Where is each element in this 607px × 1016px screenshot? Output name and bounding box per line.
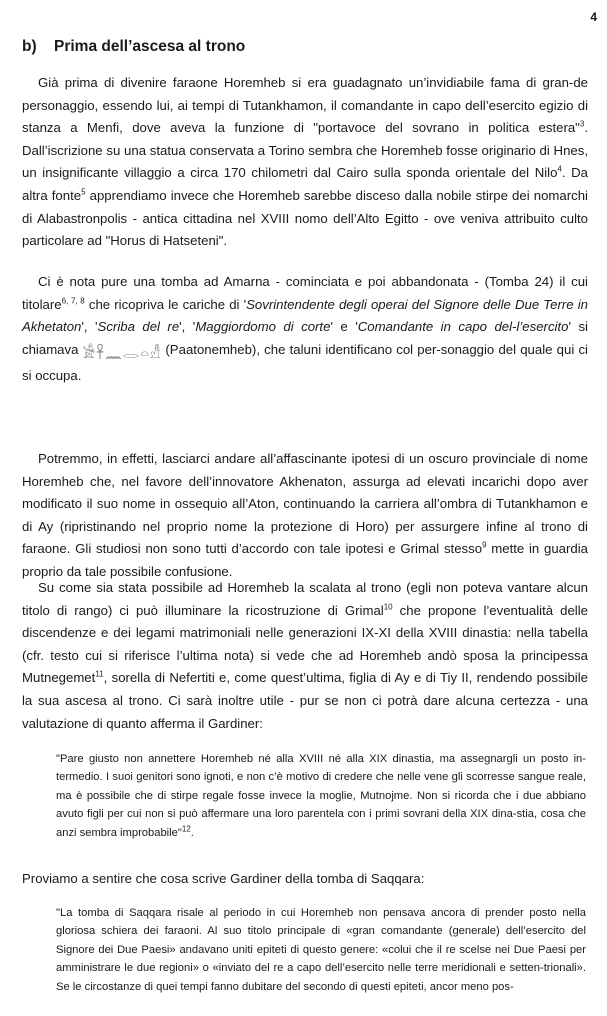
section-letter: b) bbox=[22, 38, 37, 55]
paragraph-3 bbox=[22, 448, 588, 584]
section-heading bbox=[22, 38, 245, 56]
text-run: , sorella di Nefertiti e, come quest’ultima, figlia di Ay e di Tiy II, rendendo possibile la sua ascesa al trono. Ci sarà inoltre utile - pur se non ci potrà dare alcuna certezza - una valutazione di quanto afferma il Gardiner: bbox=[22, 670, 588, 731]
footnote-ref: 3 bbox=[579, 119, 585, 129]
text-run: . Da altra fonte bbox=[22, 165, 589, 203]
footnote-ref: 10 bbox=[383, 602, 393, 612]
text-run: . Dall’iscrizione su una statua conservata a Torino sembra che Horemheb fosse originario di Hnes, un insignificante villaggio a circa 170 chilometri dal Cairo sulla sponda orientale del Nilo bbox=[22, 120, 588, 181]
text-run: Proviamo a sentire che cosa scrive Gardiner della tomba di Saqqara: bbox=[22, 871, 425, 886]
footnote-ref: 6, 7, 8 bbox=[61, 296, 85, 306]
text-run: che ricopriva le cariche di ' bbox=[84, 296, 247, 312]
text-run: ', ' bbox=[81, 319, 98, 335]
text-run: ' si chiamava bbox=[22, 319, 588, 357]
italic-title: Sovrintendente degli operai del Signore delle Due Terre in Akhetaton bbox=[22, 296, 588, 335]
text-run: che propone l’eventualità delle discendenze e dei legami matrimoniali nelle generazioni IX-XI della XVIII dinastia: nella tabella (cfr. testo cui si riferisce l’ultima nota) si vede che ad Horemheb andò sposa la principessa Mutnegemet bbox=[22, 602, 588, 686]
gardiner-quote-1 bbox=[56, 750, 586, 842]
footnote-ref: 5 bbox=[81, 187, 86, 197]
paragraph-5 bbox=[22, 868, 588, 891]
text-run: ', ' bbox=[179, 319, 196, 335]
page-number: 4 bbox=[590, 10, 597, 24]
paragraph-4 bbox=[22, 577, 588, 735]
text-run: Potremmo, in effetti, lasciarci andare all’affascinante ipotesi di un oscuro provinciale di nome Horemheb che, nel favore dell’innovatore Akhenaton, assurga ad elevati incarichi dopo aver modificato il suo nome in ossequio all’Aton, continuando la carriera all’ombra di Tutankhamon e di Ay (ripristinando nel proprio nome la protezione di Horo) per assurgere infine al trono di faraone. Gli studiosi non sono tutti d’accordo con tale ipotesi e Grimal stesso bbox=[22, 451, 588, 557]
text-run: apprendiamo invece che Horemheb sarebbe disceso dalla nobile stirpe dei nomarchi di Alabastronpolis - antica cittadina nel XVIII nomo dell’Alto Egitto - ove veniva attribuito culto particolare ad "Horus di Hatseteni". bbox=[22, 187, 588, 249]
text-run: Ci è nota pure una tomba ad Amarna - cominciata e poi abbandonata - (Tomba 24) il cui titolare bbox=[22, 274, 588, 312]
text-run: (Paatonemheb), che taluni identificano col per-sonaggio del quale qui ci si occupa. bbox=[22, 341, 588, 384]
text-run: . bbox=[190, 826, 194, 839]
paragraph-1 bbox=[22, 72, 588, 253]
text-run: ' e ' bbox=[330, 319, 358, 335]
italic-title: Comandante in capo del-l’esercito bbox=[357, 319, 569, 335]
text-run: Già prima di divenire faraone Horemheb si era guadagnato un’invidiabile fama di gran-de personaggio, essendo lui, ai tempi di Tutankhamon, il comandante in capo dell’esercito egizio di stanza a Menfi, dove aveva la funzione di "portavoce del sovrano in politica estera" bbox=[22, 75, 588, 136]
footnote-ref: 9 bbox=[482, 540, 487, 550]
italic-title: Scriba del re bbox=[97, 319, 180, 335]
section-title: Prima dell’ascesa al trono bbox=[54, 38, 246, 55]
text-run: "Pare giusto non annettere Horemheb né alla XVIII né alla XIX dinastia, ma assegnargli un posto in-termedio. I suoi genitori sono ignoti, e non c’è motivo di credere che nelle vene gli scorresse sangue reale, ma è possibile che di stirpe regale fosse invece la moglie, Mutnojme. Non si ricorda che i due abbiano avuto figli per cui non si può affermare una loro parentela con i primi sovrani della XIX dina-stia, cosa che anzi sembra improbabile" bbox=[56, 753, 586, 839]
text-run: "La tomba di Saqqara risale al periodo in cui Horemheb non pensava ancora di prender posto nella gloriosa schiera dei faraoni. Al suo titolo principale di «gran comandante (generale) dell’esercito del Signore dei Due Paesi» andavano uniti epiteti di questo genere: «colui che il re scelse nei Due Paesi per amministrare le due regioni» o «inviato del re a capo dell’esercito nelle terre meridionali e setten-trionali». Se le circostanze di quei tempi fanno dubitare del secondo di questi epiteti, ancor meno pos- bbox=[56, 907, 586, 993]
footnote-ref: 12 bbox=[181, 823, 191, 833]
gardiner-quote-2 bbox=[56, 904, 586, 996]
footnote-ref: 11 bbox=[95, 669, 104, 679]
italic-title: Maggiordomo di corte bbox=[195, 319, 331, 335]
hieroglyph-name-image: 𓀀𓋹𓈖𓂋𓏏𓀭 bbox=[82, 345, 162, 362]
text-run: Su come sia stata possibile ad Horemheb la scalata al trono (egli non poteva vantare alcun titolo di rango) ci può illuminare la ricostruzione di Grimal bbox=[22, 580, 588, 618]
text-run: mette in guardia proprio da tale possibile confusione. bbox=[22, 541, 588, 579]
paragraph-2 bbox=[22, 271, 588, 388]
footnote-ref: 4 bbox=[557, 164, 562, 174]
